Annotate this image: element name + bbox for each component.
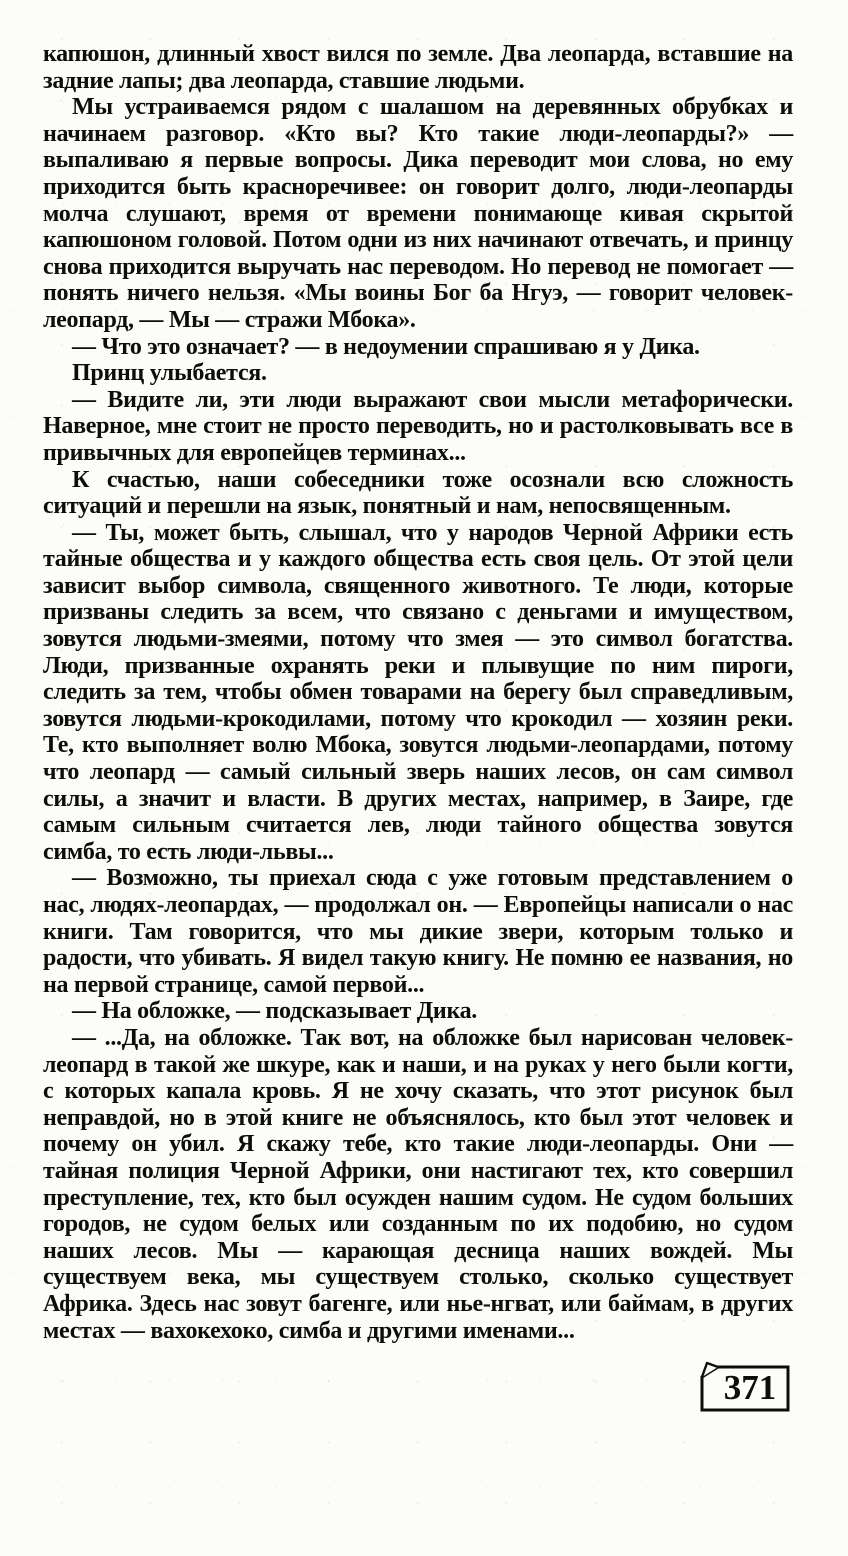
paragraph: Мы устраиваемся рядом с шалашом на деревянных обрубках и начинаем разговор. «Кто вы? Кто такие люди-леопарды?» — выпаливаю я первые вопросы. Дика переводит мои слова, но ему приходится быть красноречивее: он говорит долго, люди-леопарды молча слушают, время от времени понимающе кивая скрытой капюшоном головой. Потом одни из них начинают отвечать, и принцу снова приходится выручать нас переводом. Но перевод не помогает — понять ничего нельзя. «Мы воины Бог ба Нгуэ, — говорит человек-леопард, — Мы — стражи Мбока».	[43, 94, 793, 333]
page-number: 371	[723, 1368, 777, 1407]
paragraph: — Возможно, ты приехал сюда с уже готовым представлением о нас, людях-леопардах, — продолжал он. — Европейцы написали о нас книги. Там говорится, что мы дикие звери, которым только и радости, что убивать. Я видел такую книгу. Не помню ее названия, но на первой странице, самой первой...	[43, 865, 793, 998]
paragraph: — Видите ли, эти люди выражают свои мысли метафорически. Наверное, мне стоит не просто переводить, но и растолковывать все в привычных для европейцев терминах...	[43, 386, 793, 466]
paragraph: К счастью, наши собеседники тоже осознали всю сложность ситуаций и перешли на язык, понятный и нам, непосвященным.	[43, 466, 793, 520]
paragraph: — ...Да, на обложке. Так вот, на обложке был нарисован человек-леопард в такой же шкуре, как и наши, и на руках у него были когти, с которых капала кровь. Я не хочу сказать, что этот рисунок был неправдой, но в этой книге не объяснялось, кто был этот человек и почему он убил. Я скажу тебе, кто такие люди-леопарды. Они — тайная полиция Черной Африки, они настигают тех, кто совершил преступление, тех, кто был осужден нашим судом. Не судом больших городов, не судом белых или созданным по их подобию, но судом наших лесов. Мы — карающая десница наших вождей. Мы существуем века, мы существуем столько, сколько существует Африка. Здесь нас зовут багенге, или нье-нгват, или баймам, в других местах — вахокехоко, симба и другими именами...	[43, 1024, 793, 1344]
text-column	[43, 41, 793, 1344]
paragraph: — Что это означает? — в недоумении спрашиваю я у Дика.	[72, 333, 700, 360]
paragraph: Принц улыбается.	[72, 360, 267, 387]
page-number-badge	[698, 1360, 792, 1414]
paragraph: капюшон, длинный хвост вился по земле. Два леопарда, вставшие на задние лапы; два леопарда, ставшие людьми.	[43, 41, 793, 94]
paragraph: — На обложке, — подсказывает Дика.	[72, 998, 478, 1025]
paragraph: — Ты, может быть, слышал, что у народов Черной Африки есть тайные общества и у каждого общества есть своя цель. От этой цели зависит выбор символа, священного животного. Те люди, которые призваны следить за всем, что связано с деньгами и имуществом, зовутся людьми-змеями, потому что змея — это символ богатства. Люди, призванные охранять реки и плывущие по ним пироги, следить за тем, чтобы обмен товарами на берегу был справедливым, зовутся людьми-крокодилами, потому что крокодил — хозяин реки. Те, кто выполняет волю Мбока, зовутся людьми-леопардами, потому что леопард — самый сильный зверь наших лесов, он сам символ силы, а значит и власти. В других местах, например, в Заире, где самым сильным считается лев, люди тайного общества зовутся симба, то есть люди-львы...	[43, 519, 793, 865]
